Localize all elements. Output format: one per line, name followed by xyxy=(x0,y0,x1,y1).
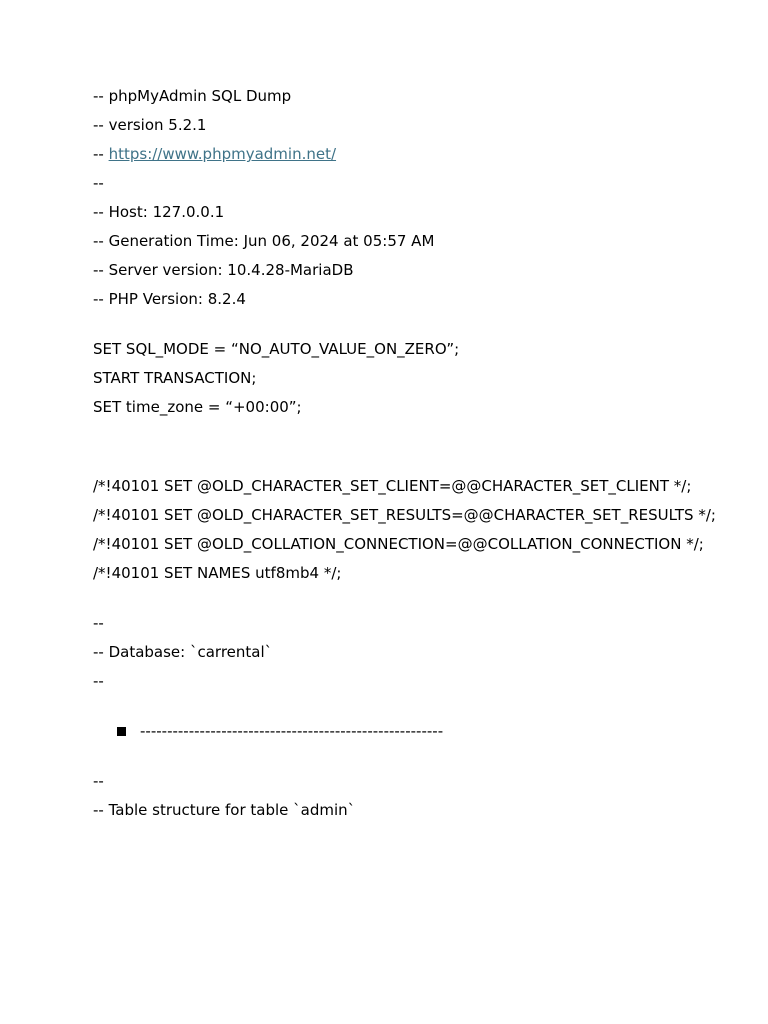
statement-collation-connection: /*!40101 SET @OLD_COLLATION_CONNECTION=@@COLLATION_CONNECTION */; xyxy=(93,535,704,553)
blank-spacer xyxy=(93,592,743,613)
statement-set-names: /*!40101 SET NAMES utf8mb4 */; xyxy=(93,564,342,582)
comment-server-version: -- Server version: 10.4.28-MariaDB xyxy=(93,261,354,279)
blank-spacer xyxy=(93,318,743,339)
statement-sql-mode: SET SQL_MODE = “NO_AUTO_VALUE_ON_ZERO”; xyxy=(93,340,460,358)
separator-list-item xyxy=(117,721,743,741)
document-page xyxy=(93,86,743,829)
comment-generation-time: -- Generation Time: Jun 06, 2024 at 05:57 AM xyxy=(93,232,435,250)
separator-dashes: -------------------------------------------------------- xyxy=(140,722,444,740)
database-comment-bottom: -- xyxy=(93,672,104,690)
phpmyadmin-link[interactable]: https://www.phpmyadmin.net/ xyxy=(108,145,337,163)
blank-spacer xyxy=(93,750,743,771)
blank-spacer xyxy=(93,700,743,721)
comment-host: -- Host: 127.0.0.1 xyxy=(93,203,225,221)
table-comment-structure: -- Table structure for table `admin` xyxy=(93,801,356,819)
statement-start-transaction: START TRANSACTION; xyxy=(93,369,257,387)
database-comment-top: -- xyxy=(93,614,104,632)
square-bullet-icon xyxy=(117,727,126,736)
comment-separator: -- xyxy=(93,174,104,192)
comment-title: -- phpMyAdmin SQL Dump xyxy=(93,87,292,105)
statement-charset-results: /*!40101 SET @OLD_CHARACTER_SET_RESULTS=@@CHARACTER_SET_RESULTS */; xyxy=(93,506,716,524)
comment-url-prefix: -- xyxy=(93,145,109,163)
statement-charset-client: /*!40101 SET @OLD_CHARACTER_SET_CLIENT=@@CHARACTER_SET_CLIENT */; xyxy=(93,477,692,495)
comment-version: -- version 5.2.1 xyxy=(93,116,207,134)
comment-php-version: -- PHP Version: 8.2.4 xyxy=(93,290,246,308)
comment-url-line xyxy=(93,144,743,164)
statement-time-zone: SET time_zone = “+00:00”; xyxy=(93,398,302,416)
blank-spacer xyxy=(93,426,743,476)
database-comment-name: -- Database: `carrental` xyxy=(93,643,273,661)
table-comment-top: -- xyxy=(93,772,104,790)
